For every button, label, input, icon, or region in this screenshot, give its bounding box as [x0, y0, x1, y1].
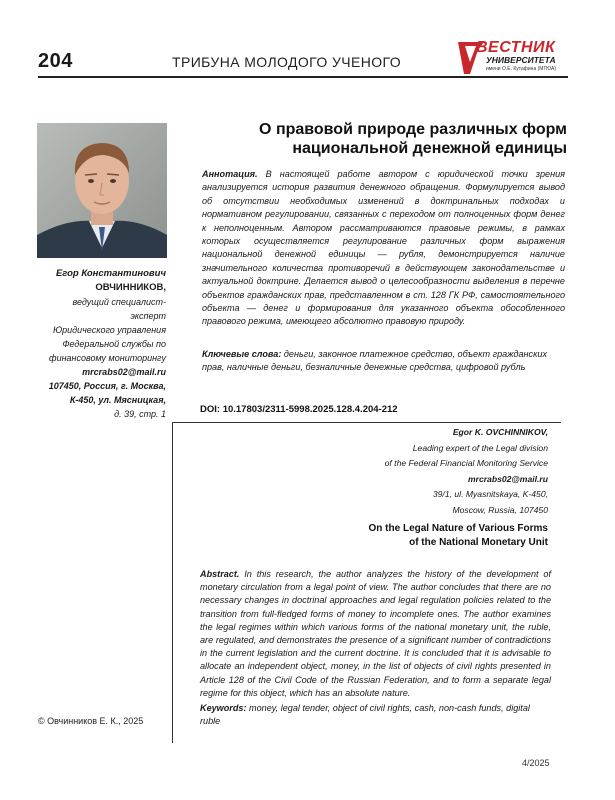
keywords-en-text: money, legal tender, object of civil rights, cash, non-cash funds, digital ruble [200, 703, 530, 727]
author-position-2: эксперт [130, 311, 166, 321]
title-ru-line-1: О правовой природе различных форм [259, 121, 567, 138]
author-org-3: финансовому мониторингу [49, 353, 166, 363]
author-email-en[interactable]: mrcrabs02@mail.ru [467, 473, 548, 484]
abstract-ru [202, 168, 565, 329]
issue-number: 4/2025 [522, 758, 550, 768]
author-email-ru[interactable]: mrcrabs02@mail.ru [82, 367, 166, 377]
author-position-1: ведущий специалист- [72, 297, 166, 307]
author-en-line-2: of the Federal Financial Monitoring Service [384, 458, 548, 468]
abstract-en-label: Abstract. [200, 569, 240, 579]
author-address-1: 107450, Россия, г. Москва, [48, 381, 166, 391]
article-title-ru [180, 120, 567, 158]
abstract-ru-label: Аннотация. [202, 169, 258, 179]
abstract-ru-text: В настоящей работе автором с юридической точки зрения анализируется история развития денежного обращения. Формулируется вывод об отсутствии необходимых изменений в доктринальных подходах и нормативном регулировании, связанных с переходом от полноценных форм денег к неполноценным. Автором рассматриваются правовые режимы, в рамках которых осуществляется регулирование различных форм выражения национальной денежной единицы — рубля, демонстрируется наличие значительного количества противоречий в действующем законодательстве и актуальной доктрине. Делается вывод о целесообразности выделения в перечне объектов гражданских прав, представленном в ст. 128 ГК РФ, самостоятельного объекта — денег и формирования для указанного объекта обособленного правового режима, имеющего абсолютно правовую природу. [202, 169, 565, 327]
author-address-3: д. 39, стр. 1 [114, 409, 166, 419]
author-info-en [310, 425, 548, 518]
abstract-en-text: In this research, the author analyzes the history of the development of monetary circulation from a legal point of view. The author concludes that there are no necessary changes in doctrinal approaches and legal regulation policies related to the transition from full-fledged forms of money to incomplete ones. The author examines the legal regimes within which various forms of the national monetary unit, the ruble, are regulated, and demonstrates the presence of a significant number of contradictions in the current legislation and the current doctrine. It is concluded that it is advisable to allocate an independent object, money, in the list of objects of civil rights presented in Article 128 of the Civil Code of the Russian Federation, and to form a separate legal regime for this object, which has an absolute nature. [200, 569, 551, 698]
article-title-en [300, 522, 548, 550]
author-org-2: Федеральной службы по [62, 339, 166, 349]
author-en-line-1: Leading expert of the Legal division [412, 442, 548, 453]
author-address-2: К-450, ул. Мясницкая, [69, 395, 166, 405]
author-photo [37, 123, 167, 258]
journal-logo [456, 38, 568, 78]
author-last-name: ОВЧИННИКОВ, [95, 282, 166, 293]
keywords-en-label: Keywords: [200, 703, 247, 713]
page-number: 204 [38, 50, 73, 72]
logo-title: ВЕСТНИК [476, 39, 556, 56]
keywords-ru [202, 348, 565, 375]
author-name-en: Egor K. OVCHINNIKOV, [452, 427, 548, 437]
title-en-line-2: of the National Monetary Unit [409, 537, 548, 548]
author-en-address-2: Moscow, Russia, 107450 [452, 504, 548, 515]
logo-caption: имени О.Е. Кутафина (МГЮА) [486, 66, 557, 72]
doi[interactable]: DOI: 10.17803/2311-5998.2025.128.4.204-212 [200, 404, 398, 415]
author-first-name: Егор Константинович [55, 268, 166, 279]
keywords-ru-text: деньги, законное платежное средство, объект гражданских прав, наличные деньги, безналичные денежные средства, цифровой рубль [202, 349, 547, 373]
copyright: © Овчинников Е. К., 2025 [38, 716, 144, 726]
author-org-1: Юридического управления [52, 325, 166, 335]
logo-subtitle: УНИВЕРСИТЕТА [486, 55, 556, 65]
keywords-en [200, 702, 551, 728]
title-en-line-1: On the Legal Nature of Various Forms [368, 523, 548, 534]
title-ru-line-2: национальной денежной единицы [292, 140, 567, 157]
section-title: ТРИБУНА МОЛОДОГО УЧЕНОГО [172, 54, 402, 70]
keywords-ru-label: Ключевые слова: [202, 349, 282, 359]
abstract-en [200, 568, 551, 700]
author-en-address-1: 39/1, ul. Myasnitskaya, K-450, [432, 489, 548, 499]
author-info-ru [30, 267, 166, 421]
